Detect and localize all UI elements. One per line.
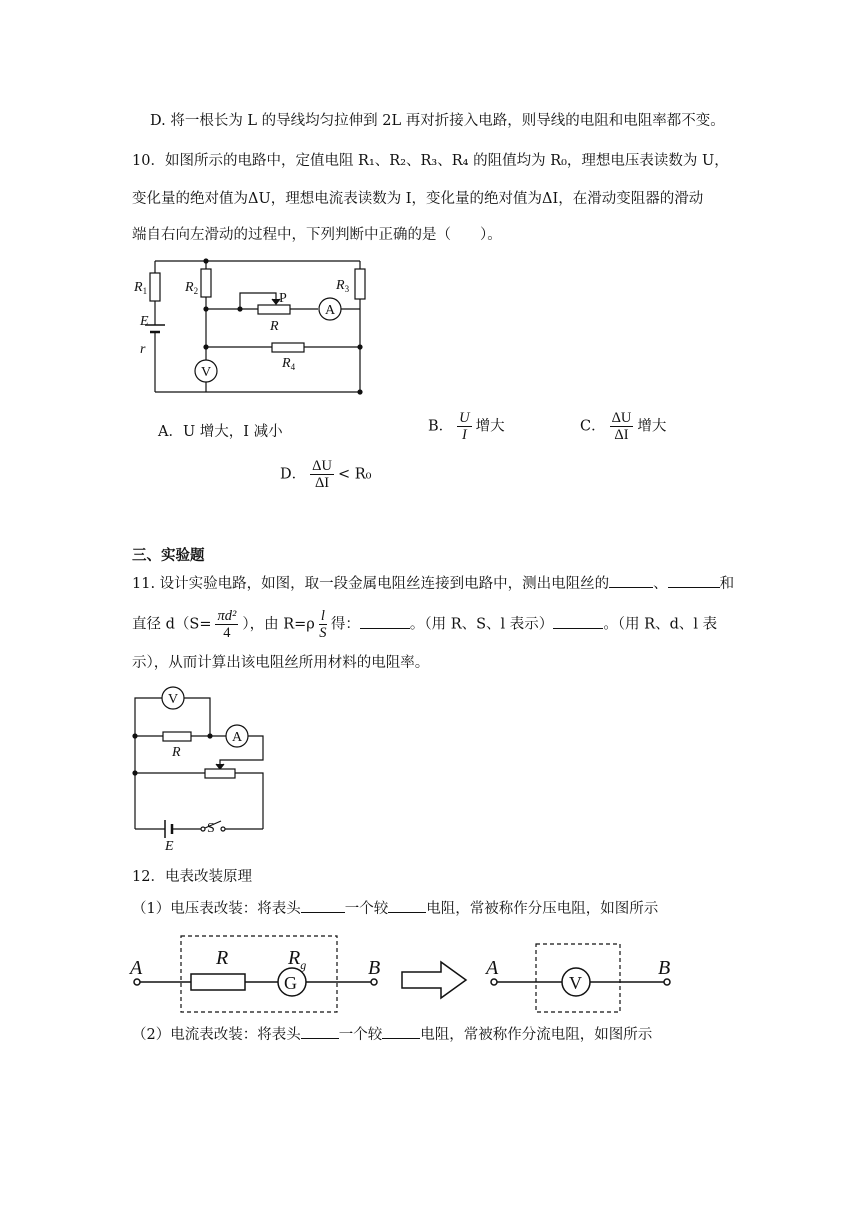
prev-option-d: D. 将一根长为 L 的导线均匀拉伸到 2L 再对折接入电路，则导线的电阻和电阻率都不变。	[150, 113, 725, 129]
option-d-tail: < R₀	[337, 466, 372, 483]
svg-text:R4: $R_4$	[282, 356, 296, 372]
option-c-num: ΔU	[611, 410, 632, 426]
option-c-tail: 增大	[637, 418, 667, 435]
svg-text:E: E	[165, 839, 174, 854]
option-d-num: ΔU	[312, 458, 332, 474]
option-b-label: B．	[428, 418, 454, 435]
svg-text:E: E	[140, 314, 149, 329]
option-d-label: D．	[280, 466, 307, 483]
option-c-label: C．	[580, 418, 606, 435]
q11-line1: 11. 设计实验电路，如图，取一段金属电阻丝连接到电路中，测出电阻丝的 、 和	[132, 576, 735, 592]
svg-text:A: A	[486, 957, 499, 979]
q10-line3: 端自右向左滑动的过程中，下列判断中正确的是（ ）。	[132, 227, 502, 243]
svg-text:r: r	[140, 342, 146, 357]
q10-line2: 变化量的绝对值为ΔU，理想电流表读数为 I，变化量的绝对值为ΔI，在滑动变阻器的滑动	[132, 191, 704, 207]
svg-text:V: V	[201, 365, 212, 380]
q12-blank2	[388, 912, 426, 913]
svg-text:A: A	[325, 303, 336, 318]
q11-line2: 直径 d（S= $\frac{\text{πd²}}{4}$ ），由 R=ρ $\frac{l}{S}$ 得： 。（用 R、S、l 表示） 。（用 R、d、l 表	[132, 608, 718, 641]
option-b-num: U	[459, 410, 470, 426]
svg-text:R: R	[270, 319, 279, 334]
q11-blank3	[360, 628, 410, 629]
q10-option-d	[280, 458, 371, 491]
svg-text:R3: $R_3$	[336, 278, 350, 294]
svg-text:R2: $R_2$	[185, 280, 199, 296]
svg-text:A: A	[130, 957, 143, 979]
option-b-tail: 增大	[475, 418, 505, 435]
q12-part2: （2）电流表改装：将表头 一个较 电阻，常被称作分流电阻，如图所示	[132, 1027, 653, 1043]
svg-text:R: R	[172, 745, 181, 760]
svg-text:Rg: $R_g$	[288, 947, 307, 972]
q11-circuit-diagram	[125, 684, 275, 854]
q12-part1: （1）电压表改装：将表头 一个较 电阻，常被称作分压电阻，如图所示	[132, 901, 659, 917]
svg-text:V: V	[168, 692, 179, 707]
q11-blank4	[553, 628, 603, 629]
q11-blank1	[609, 587, 653, 588]
q12-voltmeter-conversion-diagram	[128, 932, 688, 1016]
svg-text:V: V	[569, 973, 582, 993]
q11-blank2	[668, 587, 720, 588]
svg-text:A: A	[232, 730, 243, 745]
q10-option-b	[428, 410, 505, 443]
q10-circuit-diagram	[130, 255, 380, 405]
q12-blank3	[301, 1038, 339, 1039]
q12-blank4	[382, 1038, 420, 1039]
option-b-den: I	[461, 427, 467, 443]
svg-text:B: B	[368, 957, 381, 979]
option-c-den: ΔI	[614, 427, 629, 443]
q10-option-c	[580, 410, 666, 443]
section-heading-experiment: 三、实验题	[132, 548, 205, 564]
svg-text:P: P	[279, 291, 287, 306]
svg-text:G: G	[284, 973, 297, 993]
svg-text:R1: $R_1$	[134, 280, 148, 296]
q12-title: 12．电表改装原理	[132, 869, 252, 885]
q10-line1: 10．如图所示的电路中，定值电阻 R₁、R₂、R₃、R₄ 的阻值均为 R₀，理想电压表读数为 U，	[132, 153, 729, 169]
svg-text:B: B	[658, 957, 671, 979]
q10-option-a: A．U 增大，I 减小	[158, 424, 283, 440]
q12-blank1	[301, 912, 345, 913]
svg-text:S: S	[207, 821, 215, 836]
svg-text:R: R	[216, 947, 229, 969]
option-d-den: ΔI	[314, 475, 330, 491]
q11-line3: 示），从而计算出该电阻丝所用材料的电阻率。	[132, 655, 430, 671]
